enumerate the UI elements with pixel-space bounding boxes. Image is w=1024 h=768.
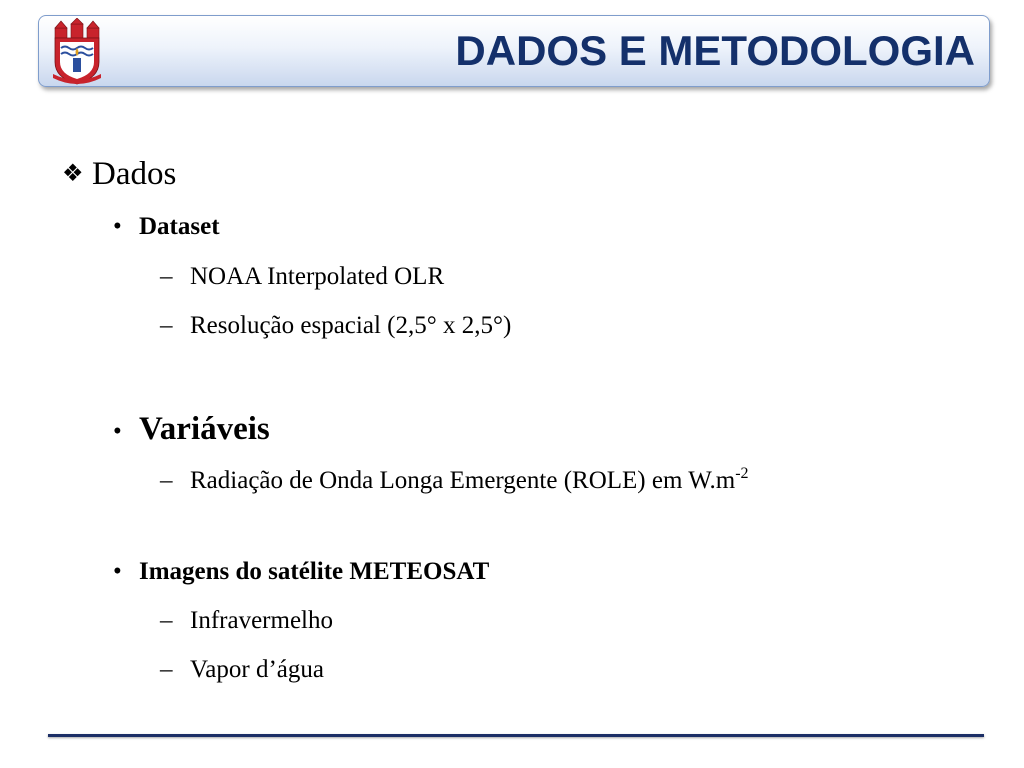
dash-bullet-icon: – — [160, 607, 173, 634]
sub-item — [160, 606, 333, 636]
dash-bullet-icon: – — [160, 467, 173, 494]
section-heading — [62, 155, 176, 193]
sub-item — [160, 655, 324, 685]
sub-item-text: Infravermelho — [190, 607, 333, 634]
list-item-dataset — [113, 212, 220, 242]
item-label: Dataset — [139, 213, 220, 240]
slide-title: DADOS E METODOLOGIA — [455, 27, 975, 74]
sub-item-text: Vapor d’água — [190, 656, 324, 683]
bullet-icon: • — [113, 558, 122, 585]
item-label: Imagens do satélite METEOSAT — [139, 558, 490, 585]
sub-item — [160, 262, 444, 292]
sub-item — [160, 466, 749, 496]
sub-item-text: NOAA Interpolated OLR — [190, 263, 445, 290]
list-item-imagens — [113, 557, 489, 587]
slide-header — [38, 15, 990, 87]
dash-bullet-icon: – — [160, 656, 173, 683]
superscript: -2 — [735, 465, 749, 482]
list-item-variaveis — [113, 410, 270, 451]
footer-rule — [48, 734, 984, 737]
sub-item-text: Radiação de Onda Longa Emergente (ROLE) em W.m — [190, 467, 736, 494]
dash-bullet-icon: – — [160, 263, 173, 290]
sub-item-text: Resolução espacial (2,5° x 2,5°) — [190, 312, 512, 339]
dash-bullet-icon: – — [160, 312, 173, 339]
section-label: Dados — [92, 156, 177, 192]
sub-item — [160, 311, 511, 341]
bullet-icon: • — [113, 418, 122, 445]
university-crest-icon — [51, 18, 103, 86]
diamond-bullet-icon: ❖ — [62, 161, 84, 187]
bullet-icon: • — [113, 213, 122, 240]
item-label: Variáveis — [139, 411, 270, 447]
